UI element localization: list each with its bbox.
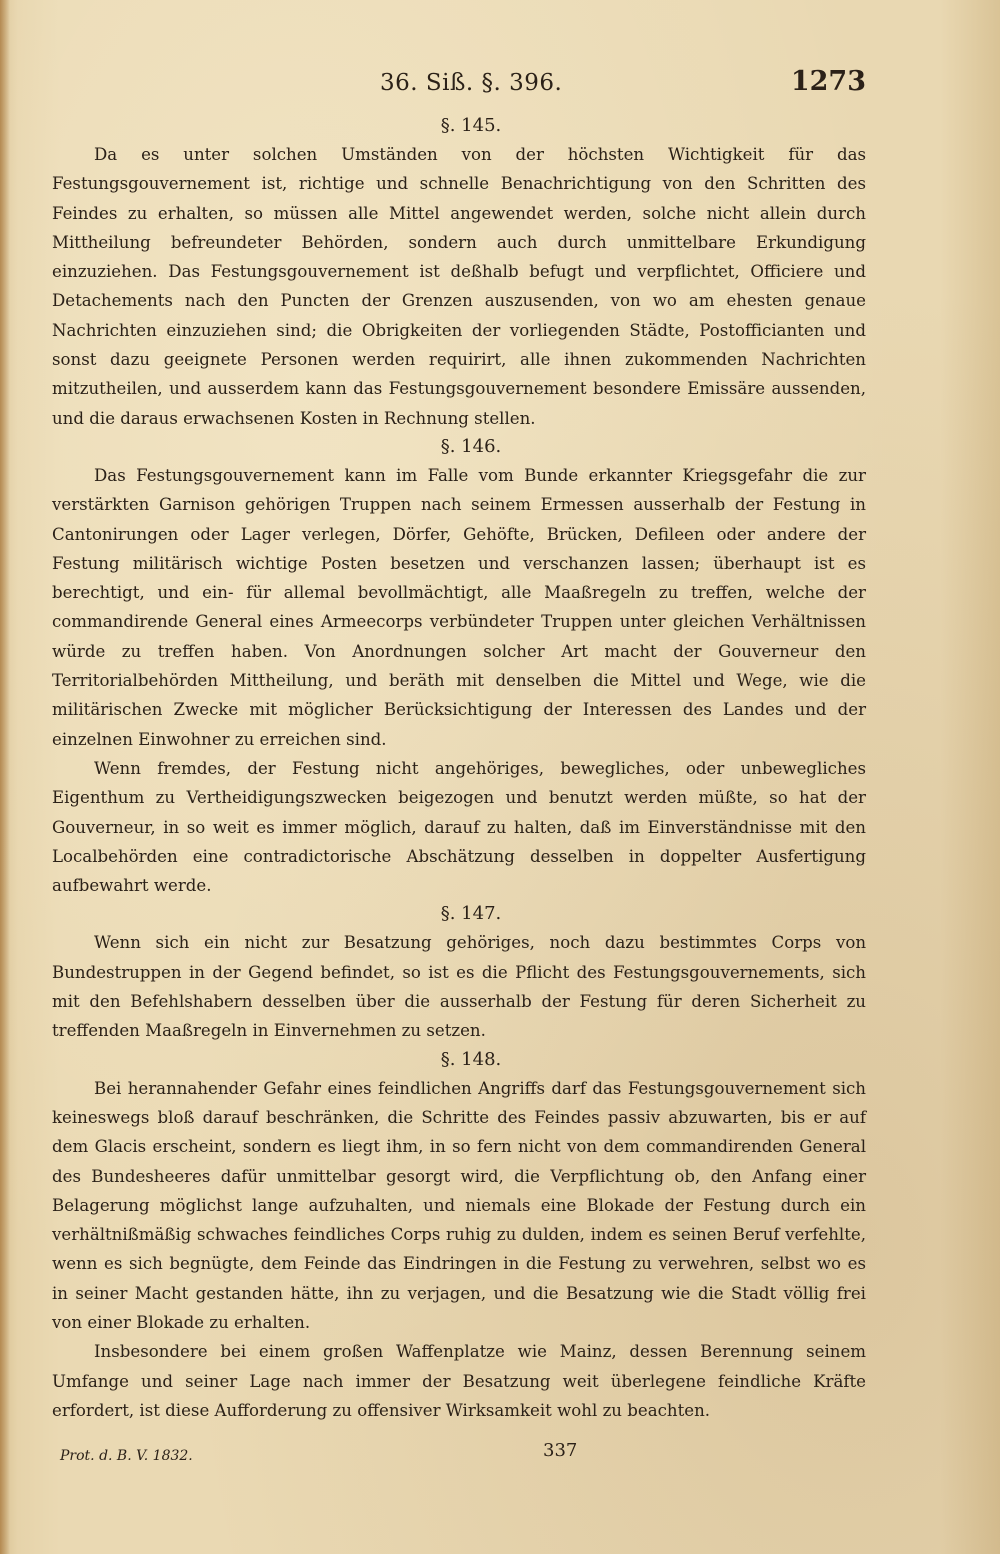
paragraph: Da es unter solchen Umständen von der höchsten Wichtigkeit für das Festungsgouvernement ist, richtige und schnelle Benachrichtigung von den Schritten des Feindes zu erhalten, so müssen alle Mittel angewendet werden, solche nicht allein durch Mittheilung befreundeter Behörden, sondern auch durch unmittelbare Erkundigung einzuziehen. Das Festungsgouvernement ist deßhalb befugt und verpflichtet, Officiere und Detachements nach den Puncten der Grenzen auszusenden, von wo am ehesten genaue Nachrichten einzuziehen sind; die Obrigkeiten der vorliegenden Städte, Postofficianten und sonst dazu geeignete Personen werden requirirt, alle ihnen zukommenden Nachrichten mitzutheilen, und ausserdem kann das Festungsgouvernement besondere Emissäre aussenden, und die daraus erwachsenen Kosten in Rechnung stellen. <box>52 145 866 428</box>
page-footer <box>0 1434 1000 1474</box>
running-title: 36. Siß. §. 396. <box>380 70 563 96</box>
signature-mark: 337 <box>543 1440 578 1461</box>
section-146 <box>52 433 866 900</box>
section-147 <box>52 900 866 1045</box>
paragraph: Das Festungsgouvernement kann im Falle vom Bunde erkannter Kriegsgefahr die zur verstärkten Garnison gehörigen Truppen nach seinem Ermessen ausserhalb der Festung in Cantonirungen oder Lager verlegen, Dörfer, Gehöfte, Brücken, Defileen oder andere der Festung militärisch wichtige Posten besetzen und verschanzen lassen; überhaupt ist es berechtigt, und ein- für allemal bevollmächtigt, alle Maaßregeln zu treffen, welche der commandirende General eines Armeecorps verbündeter Truppen unter gleichen Verhältnissen würde zu treffen haben. Von Anordnungen solcher Art macht der Gouverneur den Territorialbehörden Mittheilung, und beräth mit denselben die Mittel und Wege, wie die militärischen Zwecke mit möglicher Berücksichtigung der Interessen des Landes und der einzelnen Einwohner zu erreichen sind. <box>52 465 866 749</box>
paragraph: Insbesondere bei einem großen Waffenplatze wie Mainz, dessen Berennung seinem Umfange und seiner Lage nach immer der Besatzung weit überlegene feindliche Kräfte erfordert, ist diese Aufforderung zu offensiver Wirksamkeit wohl zu beachten. <box>52 1342 866 1420</box>
section-heading: §. 148. <box>440 1048 502 1070</box>
section-145 <box>52 112 866 433</box>
section-heading: §. 145. <box>440 115 502 136</box>
paragraph: Bei herannahender Gefahr eines feindlichen Angriffs darf das Festungsgouvernement sich keineswegs bloß darauf beschränken, die Schritte des Feindes passiv abzuwarten, bis er auf dem Glacis erscheint, sondern es liegt ihm, in so fern nicht von dem commandirenden General des Bundesheeres dafür unmittelbar gesorgt wird, die Verpflichtung ob, den Anfang einer Belagerung möglichst lange aufzuhalten, und niemals eine Blokade der Festung durch ein verhältnißmäßig schwaches feindliches Corps ruhig zu dulden, indem es seinen Beruf verfehlte, wenn es sich begnügte, dem Feinde das Eindringen in die Festung zu verwehren, selbst wo es in seiner Macht gestanden hätte, ihn zu verjagen, und die Besatzung wie die Stadt völlig frei von einer Blokade zu erhalten. <box>52 1078 866 1332</box>
section-heading: §. 147. <box>440 903 502 925</box>
footer-reference: Prot. d. B. V. 1832. <box>60 1448 193 1464</box>
body-text <box>52 112 866 1425</box>
page-number: 1273 <box>790 66 866 97</box>
page-spine-shadow <box>0 0 10 1554</box>
section-148 <box>52 1046 866 1426</box>
running-head <box>0 64 1000 108</box>
paragraph: Wenn sich ein nicht zur Besatzung gehöriges, noch dazu bestimmtes Corps von Bundestruppen in der Gegend befindet, so ist es die Pflicht des Festungsgouvernements, sich mit den Befehlshabern desselben über die ausserhalb der Festung für deren Sicherheit zu treffenden Maaßregeln in Einvernehmen zu setzen. <box>52 933 866 1041</box>
paragraph: Wenn fremdes, der Festung nicht angehöriges, bewegliches, oder unbewegliches Eigenthum zu Vertheidigungszwecken beigezogen und benutzt werden müßte, so hat der Gouverneur, in so weit es immer möglich, darauf zu halten, daß im Einverständnisse mit den Localbehörden eine contradictorische Abschätzung desselben in doppelter Ausfertigung aufbewahrt werde. <box>52 758 866 896</box>
section-heading: §. 146. <box>440 435 502 457</box>
